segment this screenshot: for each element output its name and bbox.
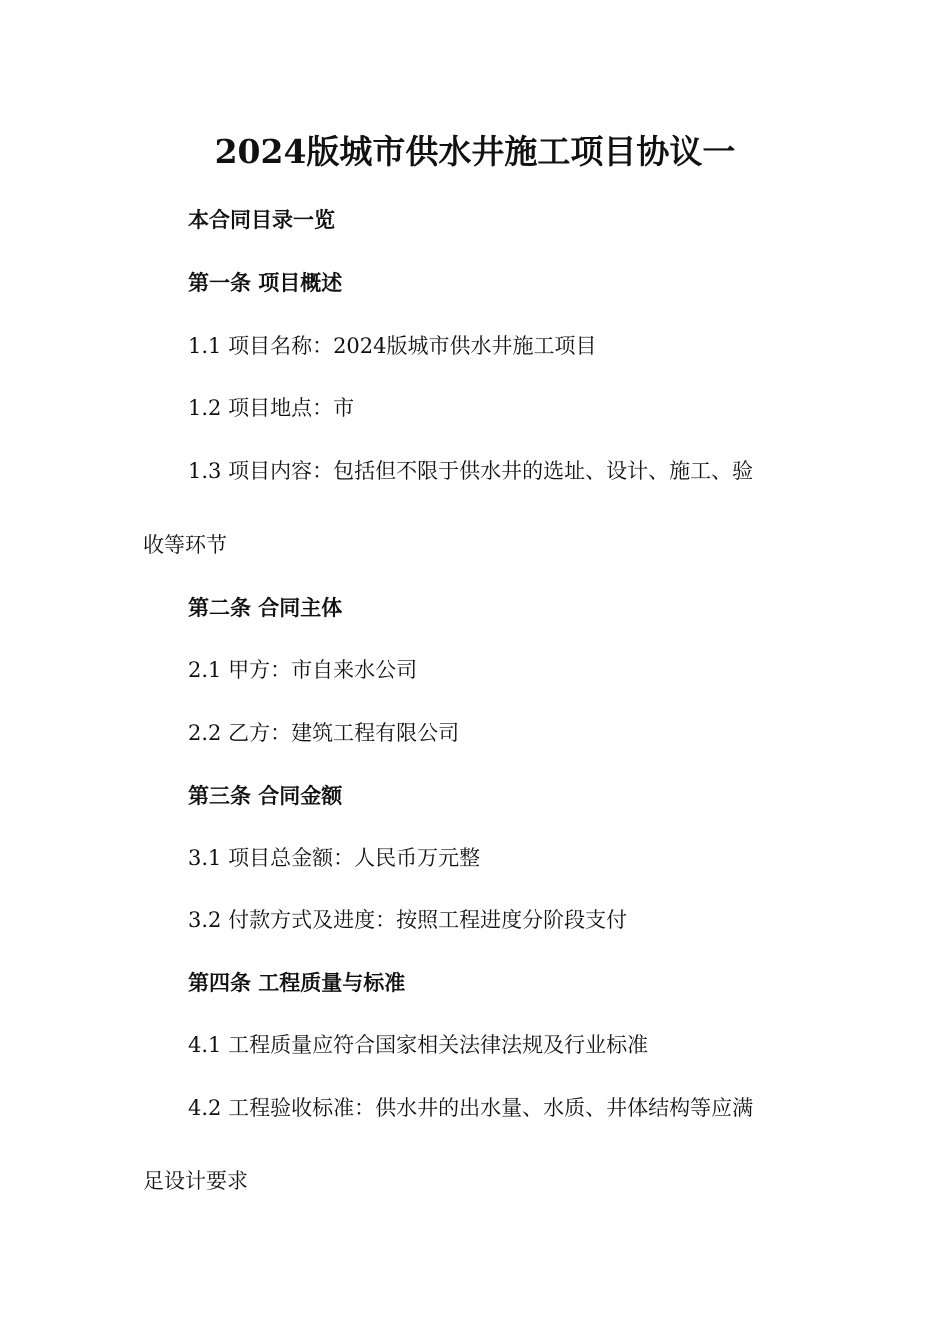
- clause-1-1: 1.1 项目名称：2024版城市供水井施工项目: [188, 334, 597, 358]
- clause-2-1: 2.1 甲方：市自来水公司: [188, 658, 418, 682]
- clause-1-3: 1.3 项目内容：包括但不限于供水井的选址、设计、施工、验: [188, 459, 754, 483]
- clause-3-1: 3.1 项目总金额：人民币万元整: [188, 846, 481, 870]
- document-title: 2024版城市供水井施工项目协议一: [214, 132, 736, 171]
- clause-1-2: 1.2 项目地点：市: [188, 396, 355, 420]
- clause-4-2-continuation: 足设计要求: [143, 1169, 248, 1193]
- clause-4-1: 4.1 工程质量应符合国家相关法律法规及行业标准: [188, 1033, 649, 1057]
- clause-2-2: 2.2 乙方：建筑工程有限公司: [188, 721, 460, 745]
- article-1-heading: 第一条 项目概述: [188, 270, 343, 295]
- clause-1-3-continuation: 收等环节: [143, 533, 227, 557]
- article-3-heading: 第三条 合同金额: [188, 783, 343, 808]
- toc-heading: 本合同目录一览: [188, 207, 335, 232]
- article-4-heading: 第四条 工程质量与标准: [188, 970, 406, 995]
- article-2-heading: 第二条 合同主体: [188, 595, 343, 620]
- clause-4-2: 4.2 工程验收标准：供水井的出水量、水质、井体结构等应满: [188, 1096, 754, 1120]
- clause-3-2: 3.2 付款方式及进度：按照工程进度分阶段支付: [188, 908, 628, 932]
